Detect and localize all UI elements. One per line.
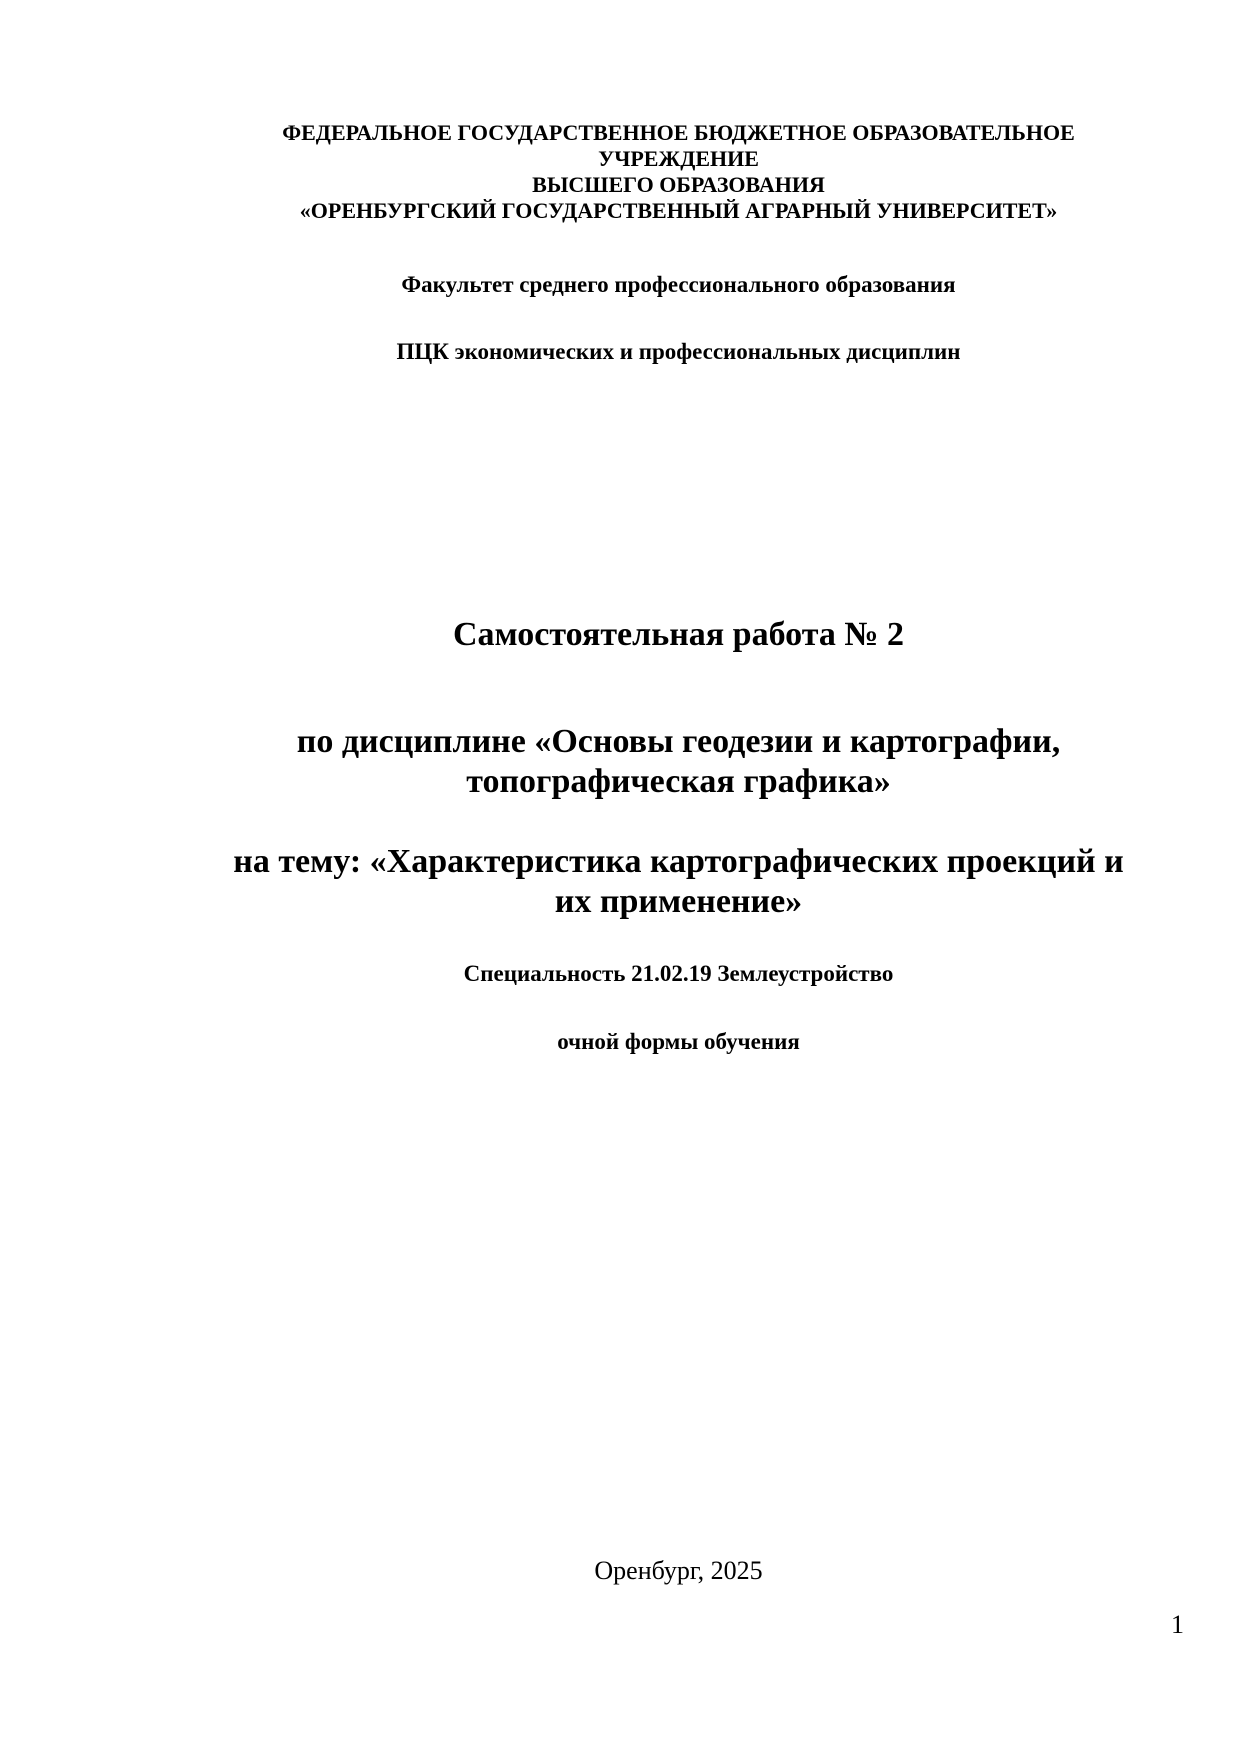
institution-header <box>150 120 1207 224</box>
city-year: Оренбург, 2025 <box>594 1556 763 1585</box>
topic-line: их применение» <box>554 883 803 920</box>
institution-line: УЧРЕЖДЕНИЕ <box>598 146 759 171</box>
topic-line: на тему: «Характеристика картографических проекций и <box>233 843 1124 880</box>
page-number: 1 <box>1171 1610 1184 1639</box>
institution-line: ВЫСШЕГО ОБРАЗОВАНИЯ <box>532 172 825 197</box>
institution-line: «ОРЕНБУРГСКИЙ ГОСУДАРСТВЕННЫЙ АГРАРНЫЙ УНИВЕРСИТЕТ» <box>299 198 1058 223</box>
discipline-title <box>150 722 1207 802</box>
specialty: Специальность 21.02.19 Землеустройство <box>463 961 894 986</box>
department-name: ПЦК экономических и профессиональных дисциплин <box>396 339 961 364</box>
faculty-name: Факультет среднего профессионального образования <box>401 272 956 297</box>
topic-title <box>150 842 1207 922</box>
discipline-line: топографическая графика» <box>466 763 891 800</box>
work-title: Самостоятельная работа № 2 <box>453 616 904 653</box>
institution-line: ФЕДЕРАЛЬНОЕ ГОСУДАРСТВЕННОЕ БЮДЖЕТНОЕ ОБРАЗОВАТЕЛЬНОЕ <box>282 120 1075 145</box>
discipline-line: по дисциплине «Основы геодезии и картографии, <box>296 723 1061 760</box>
study-form: очной формы обучения <box>557 1029 800 1054</box>
